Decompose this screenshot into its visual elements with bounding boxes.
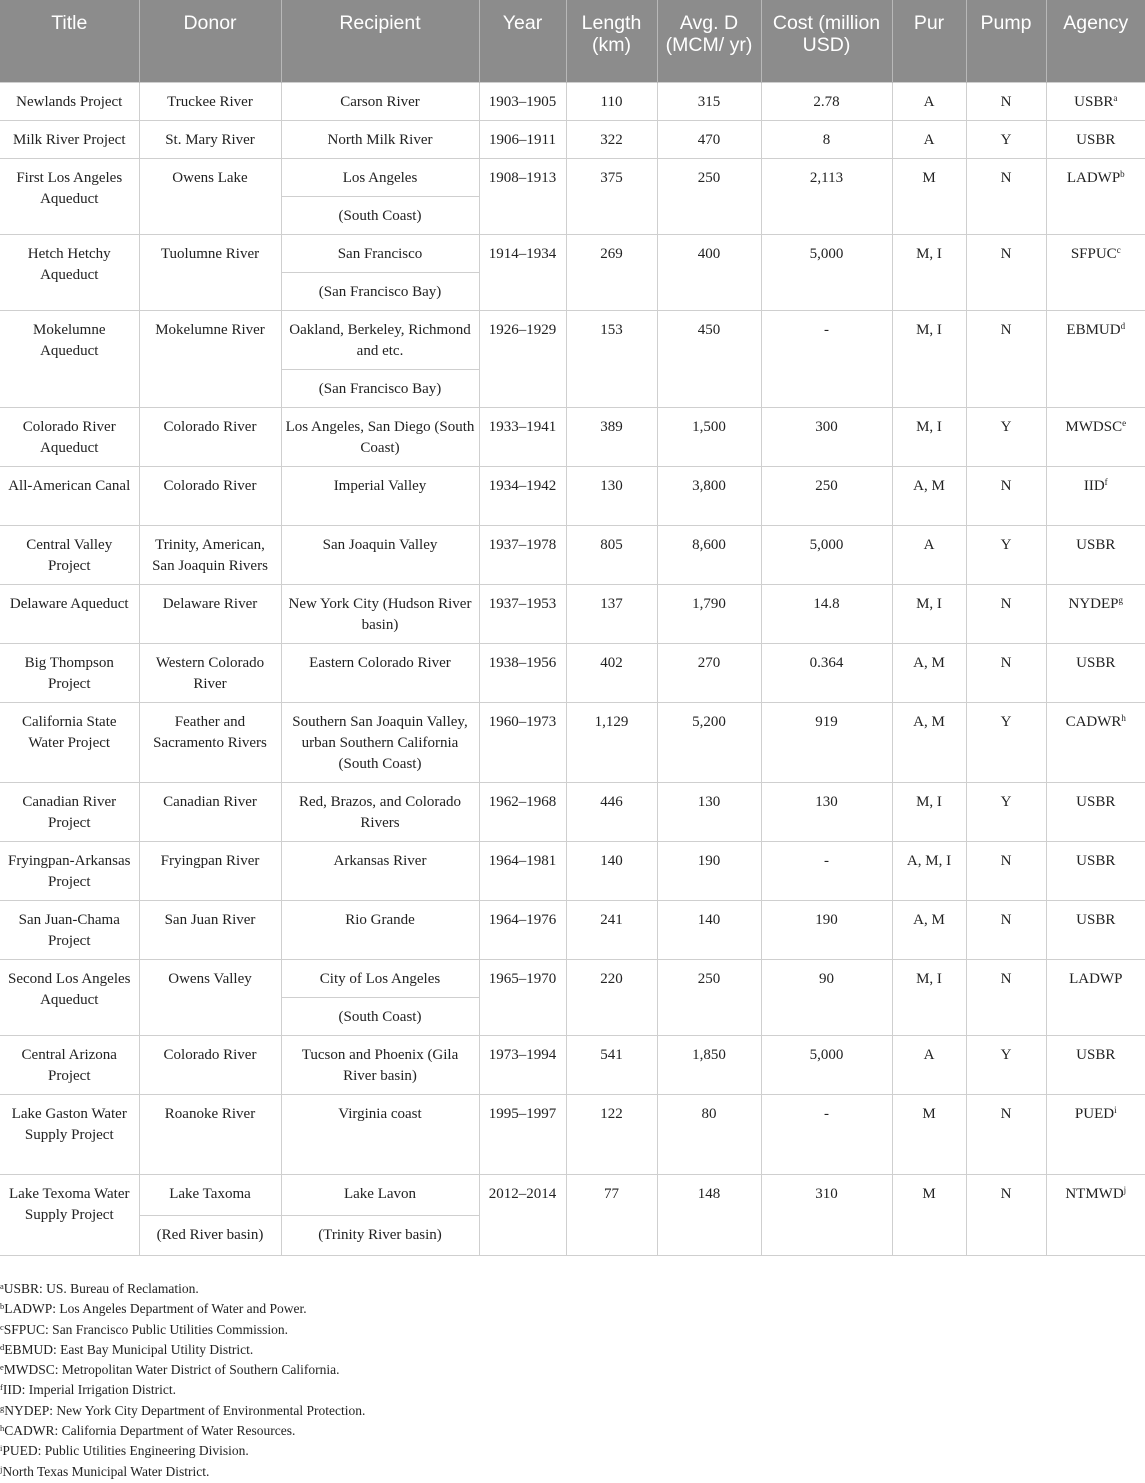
cell-length: 375 (566, 158, 657, 234)
cell-title: First Los Angeles Aqueduct (0, 158, 139, 234)
cell-donor: Roanoke River (139, 1094, 281, 1174)
footnote-marker: f (0, 1382, 3, 1393)
cell-recipient: Red, Brazos, and Colorado Rivers (281, 782, 479, 841)
cell-recipient-note: (South Coast) (281, 997, 479, 1035)
footnote-text: USBR: US. Bureau of Reclamation. (3, 1281, 199, 1296)
cell-length: 122 (566, 1094, 657, 1174)
cell-cost: 8 (761, 120, 892, 158)
header-cost: Cost (million USD) (761, 0, 892, 82)
table-row (0, 841, 1145, 900)
cell-agency (1046, 310, 1145, 407)
footnote-marker: d (1120, 320, 1126, 331)
cell-title: Second Los Angeles Aqueduct (0, 959, 139, 1035)
cell-pump: N (966, 841, 1046, 900)
footnote (0, 1401, 365, 1421)
cell-title: San Juan-Chama Project (0, 900, 139, 959)
agency-name: NTMWD (1065, 1185, 1124, 1202)
cell-year: 2012–2014 (479, 1174, 566, 1255)
cell-donor-note: (Red River basin) (139, 1215, 281, 1255)
cell-year: 1914–1934 (479, 234, 566, 310)
cell-cost: - (761, 841, 892, 900)
cell-pur: A (892, 1035, 966, 1094)
agency-name: USBR (1076, 654, 1116, 671)
cell-pur: A, M (892, 900, 966, 959)
footnote-marker: g (1118, 594, 1123, 605)
cell-length: 137 (566, 584, 657, 643)
cell-cost: 5,000 (761, 234, 892, 310)
cell-pur: M, I (892, 584, 966, 643)
cell-recipient: North Milk River (281, 120, 479, 158)
cell-year: 1964–1981 (479, 841, 566, 900)
agency-name: USBR (1076, 1046, 1116, 1063)
cell-cost: 5,000 (761, 1035, 892, 1094)
table-row (0, 120, 1145, 158)
cell-agency (1046, 1174, 1145, 1255)
cell-length: 140 (566, 841, 657, 900)
cell-recipient: City of Los Angeles (281, 959, 479, 997)
cell-pump: N (966, 82, 1046, 120)
cell-title: Newlands Project (0, 82, 139, 120)
cell-title: Lake Gaston Water Supply Project (0, 1094, 139, 1174)
footnote-marker: a (1113, 92, 1118, 103)
table-row (0, 1035, 1145, 1094)
cell-length: 402 (566, 643, 657, 702)
cell-cost: 14.8 (761, 584, 892, 643)
table-row (0, 525, 1145, 584)
cell-agency (1046, 82, 1145, 120)
cell-avg-d: 5,200 (657, 702, 761, 782)
cell-length: 269 (566, 234, 657, 310)
cell-title: Fryingpan-Arkansas Project (0, 841, 139, 900)
cell-year: 1933–1941 (479, 407, 566, 466)
cell-length: 220 (566, 959, 657, 1035)
cell-agency (1046, 959, 1145, 1035)
footnote (0, 1462, 365, 1482)
cell-agency (1046, 525, 1145, 584)
footnote-text: IID: Imperial Irrigation District. (2, 1382, 177, 1398)
cell-title: Canadian River Project (0, 782, 139, 841)
footnote-marker: h (1121, 712, 1126, 723)
cell-pump: N (966, 234, 1046, 310)
cell-donor: Canadian River (139, 782, 281, 841)
cell-year: 1962–1968 (479, 782, 566, 841)
cell-pump: Y (966, 1035, 1046, 1094)
cell-recipient: Los Angeles (281, 158, 479, 196)
cell-pump: Y (966, 120, 1046, 158)
cell-pump: Y (966, 525, 1046, 584)
table-body (0, 82, 1145, 1255)
table-row (0, 702, 1145, 782)
footnote-marker: e (1122, 417, 1127, 428)
footnote-marker: f (1104, 476, 1108, 487)
cell-title: California State Water Project (0, 702, 139, 782)
footnote-text: LADWP: Los Angeles Department of Water and Power. (4, 1301, 307, 1317)
cell-pump: N (966, 900, 1046, 959)
cell-agency (1046, 841, 1145, 900)
agency-name: PUED (1074, 1105, 1115, 1122)
cell-year: 1965–1970 (479, 959, 566, 1035)
cell-recipient: Arkansas River (281, 841, 479, 900)
agency-name: MWDSC (1065, 418, 1123, 435)
cell-year: 1934–1942 (479, 466, 566, 525)
cell-pump: N (966, 158, 1046, 234)
cell-avg-d: 470 (657, 120, 761, 158)
cell-year: 1937–1953 (479, 584, 566, 643)
cell-year: 1926–1929 (479, 310, 566, 407)
footnote-text: North Texas Municipal Water District. (2, 1463, 210, 1479)
cell-year: 1995–1997 (479, 1094, 566, 1174)
cell-cost: 919 (761, 702, 892, 782)
cell-pump: N (966, 310, 1046, 407)
cell-recipient: Oakland, Berkeley, Richmond and etc. (281, 310, 479, 369)
cell-length: 241 (566, 900, 657, 959)
cell-pur: A (892, 525, 966, 584)
cell-pump: N (966, 1094, 1046, 1174)
header-title: Title (0, 0, 139, 82)
footnote-text: SFPUC: San Francisco Public Utilities Commission. (3, 1321, 289, 1337)
cell-pump: N (966, 959, 1046, 1035)
cell-title: Central Arizona Project (0, 1035, 139, 1094)
table-row (0, 1094, 1145, 1174)
cell-recipient: Tucson and Phoenix (Gila River basin) (281, 1035, 479, 1094)
cell-pump: N (966, 584, 1046, 643)
cell-avg-d: 3,800 (657, 466, 761, 525)
cell-title: Mokelumne Aqueduct (0, 310, 139, 407)
table-header-row (0, 0, 1145, 82)
table-row (0, 584, 1145, 643)
cell-avg-d: 250 (657, 959, 761, 1035)
cell-title: Central Valley Project (0, 525, 139, 584)
cell-pur: M (892, 158, 966, 234)
cell-agency (1046, 1035, 1145, 1094)
footnote (0, 1421, 365, 1441)
cell-pur: M, I (892, 959, 966, 1035)
cell-donor: Western Colorado River (139, 643, 281, 702)
cell-recipient: Southern San Joaquin Valley, urban Southern California (South Coast) (281, 702, 479, 782)
footnote (0, 1380, 365, 1400)
cell-recipient-note: (San Francisco Bay) (281, 369, 479, 407)
cell-title: Milk River Project (0, 120, 139, 158)
cell-pump: N (966, 1174, 1046, 1255)
cell-avg-d: 8,600 (657, 525, 761, 584)
footnote-marker: g (0, 1402, 5, 1413)
cell-cost: 90 (761, 959, 892, 1035)
cell-recipient: New York City (Hudson River basin) (281, 584, 479, 643)
cell-title: Lake Texoma Water Supply Project (0, 1174, 139, 1255)
cell-donor: Lake Taxoma (139, 1174, 281, 1215)
cell-cost: 130 (761, 782, 892, 841)
cell-title: Colorado River Aqueduct (0, 407, 139, 466)
cell-donor: Owens Valley (139, 959, 281, 1035)
cell-cost: 300 (761, 407, 892, 466)
cell-agency (1046, 407, 1145, 466)
header-agency: Agency (1046, 0, 1145, 82)
cell-avg-d: 140 (657, 900, 761, 959)
cell-agency (1046, 120, 1145, 158)
footnote-text: MWDSC: Metropolitan Water District of Southern California. (3, 1362, 340, 1378)
footnote-marker: e (0, 1362, 4, 1373)
cell-length: 130 (566, 466, 657, 525)
cell-length: 446 (566, 782, 657, 841)
table-row (0, 1174, 1145, 1215)
cell-agency (1046, 782, 1145, 841)
cell-pump: Y (966, 702, 1046, 782)
header-length: Length (km) (566, 0, 657, 82)
footnote (0, 1279, 365, 1299)
cell-avg-d: 270 (657, 643, 761, 702)
cell-avg-d: 250 (657, 158, 761, 234)
cell-year: 1906–1911 (479, 120, 566, 158)
cell-agency (1046, 234, 1145, 310)
cell-length: 153 (566, 310, 657, 407)
cell-year: 1937–1978 (479, 525, 566, 584)
cell-pump: N (966, 466, 1046, 525)
cell-year: 1903–1905 (479, 82, 566, 120)
cell-donor: Fryingpan River (139, 841, 281, 900)
cell-length: 77 (566, 1174, 657, 1255)
cell-donor: St. Mary River (139, 120, 281, 158)
agency-name: SFPUC (1070, 245, 1117, 262)
footnote-text: CADWR: California Department of Water Resources. (4, 1423, 296, 1439)
footnote-marker: i (1114, 1104, 1117, 1115)
cell-year: 1938–1956 (479, 643, 566, 702)
footnote-marker: d (0, 1341, 5, 1352)
cell-donor: Colorado River (139, 466, 281, 525)
table-row (0, 959, 1145, 997)
header-pur: Pur (892, 0, 966, 82)
cell-cost: 5,000 (761, 525, 892, 584)
footnote-marker: a (0, 1281, 4, 1291)
footnote-marker: b (0, 1301, 5, 1312)
header-pump: Pump (966, 0, 1046, 82)
cell-avg-d: 400 (657, 234, 761, 310)
cell-avg-d: 190 (657, 841, 761, 900)
cell-year: 1908–1913 (479, 158, 566, 234)
cell-donor: Trinity, American, San Joaquin Rivers (139, 525, 281, 584)
cell-donor: Mokelumne River (139, 310, 281, 407)
agency-name: USBR (1076, 911, 1116, 928)
footnote-marker: j (1123, 1184, 1127, 1195)
cell-agency (1046, 643, 1145, 702)
cell-donor: Colorado River (139, 407, 281, 466)
footnote-text: NYDEP: New York City Department of Environmental Protection. (4, 1402, 366, 1418)
footnote-marker: i (0, 1443, 3, 1454)
cell-pump: Y (966, 407, 1046, 466)
cell-pur: A (892, 120, 966, 158)
footnotes (0, 1279, 365, 1482)
cell-pur: M, I (892, 234, 966, 310)
cell-avg-d: 80 (657, 1094, 761, 1174)
cell-pur: A, M, I (892, 841, 966, 900)
cell-recipient: Lake Lavon (281, 1174, 479, 1215)
table-row (0, 234, 1145, 272)
footnote-marker: c (1116, 244, 1121, 255)
cell-cost: 190 (761, 900, 892, 959)
table-row (0, 407, 1145, 466)
agency-name: USBR (1076, 536, 1116, 553)
footnote-text: PUED: Public Utilities Engineering Division. (2, 1443, 249, 1459)
agency-name: USBR (1076, 131, 1116, 148)
agency-name: EBMUD (1066, 321, 1121, 338)
table-row (0, 900, 1145, 959)
table-row (0, 782, 1145, 841)
cell-recipient: San Joaquin Valley (281, 525, 479, 584)
cell-pur: M, I (892, 310, 966, 407)
cell-donor: Feather and Sacramento Rivers (139, 702, 281, 782)
table-row (0, 310, 1145, 369)
header-donor: Donor (139, 0, 281, 82)
footnote-marker: h (0, 1423, 5, 1434)
cell-cost: 0.364 (761, 643, 892, 702)
cell-recipient: Carson River (281, 82, 479, 120)
cell-agency (1046, 900, 1145, 959)
table-row (0, 82, 1145, 120)
cell-year: 1973–1994 (479, 1035, 566, 1094)
table-row (0, 158, 1145, 196)
table-row (0, 466, 1145, 525)
footnote-text: EBMUD: East Bay Municipal Utility District. (4, 1341, 254, 1357)
cell-recipient-note: (Trinity River basin) (281, 1215, 479, 1255)
agency-name: LADWP (1069, 970, 1123, 987)
cell-cost: - (761, 310, 892, 407)
cell-donor: Truckee River (139, 82, 281, 120)
agency-name: USBR (1076, 793, 1116, 810)
cell-cost: 310 (761, 1174, 892, 1255)
cell-avg-d: 450 (657, 310, 761, 407)
cell-pump: N (966, 643, 1046, 702)
cell-recipient: Imperial Valley (281, 466, 479, 525)
cell-agency (1046, 158, 1145, 234)
footnote (0, 1441, 365, 1461)
cell-recipient-note: (South Coast) (281, 196, 479, 234)
cell-pur: M, I (892, 407, 966, 466)
agency-name: LADWP (1066, 169, 1121, 186)
cell-title: All-American Canal (0, 466, 139, 525)
cell-recipient: Eastern Colorado River (281, 643, 479, 702)
agency-name: USBR (1074, 93, 1114, 110)
footnote (0, 1320, 365, 1340)
cell-length: 1,129 (566, 702, 657, 782)
cell-length: 322 (566, 120, 657, 158)
header-year: Year (479, 0, 566, 82)
cell-pur: A, M (892, 702, 966, 782)
cell-length: 541 (566, 1035, 657, 1094)
cell-donor: San Juan River (139, 900, 281, 959)
footnote (0, 1299, 365, 1319)
cell-pur: A, M (892, 466, 966, 525)
footnote-marker: b (1120, 168, 1125, 179)
cell-cost: 2,113 (761, 158, 892, 234)
cell-donor: Tuolumne River (139, 234, 281, 310)
header-recipient: Recipient (281, 0, 479, 82)
cell-agency (1046, 1094, 1145, 1174)
cell-cost: 250 (761, 466, 892, 525)
cell-donor: Colorado River (139, 1035, 281, 1094)
cell-avg-d: 130 (657, 782, 761, 841)
cell-recipient: Rio Grande (281, 900, 479, 959)
cell-year: 1964–1976 (479, 900, 566, 959)
agency-name: USBR (1076, 852, 1116, 869)
cell-pur: A, M (892, 643, 966, 702)
cell-avg-d: 1,500 (657, 407, 761, 466)
cell-avg-d: 148 (657, 1174, 761, 1255)
footnote-marker: c (0, 1321, 4, 1332)
cell-pur: M, I (892, 782, 966, 841)
cell-recipient-note: (San Francisco Bay) (281, 272, 479, 310)
cell-length: 110 (566, 82, 657, 120)
cell-donor: Owens Lake (139, 158, 281, 234)
cell-recipient: Los Angeles, San Diego (South Coast) (281, 407, 479, 466)
cell-cost: - (761, 1094, 892, 1174)
cell-title: Big Thompson Project (0, 643, 139, 702)
cell-cost: 2.78 (761, 82, 892, 120)
cell-title: Hetch Hetchy Aqueduct (0, 234, 139, 310)
cell-avg-d: 315 (657, 82, 761, 120)
cell-length: 389 (566, 407, 657, 466)
cell-pur: M (892, 1094, 966, 1174)
footnote-marker: j (0, 1463, 3, 1474)
cell-recipient: Virginia coast (281, 1094, 479, 1174)
agency-name: CADWR (1065, 713, 1122, 730)
cell-recipient: San Francisco (281, 234, 479, 272)
header-avg-d: Avg. D (MCM/ yr) (657, 0, 761, 82)
cell-agency (1046, 702, 1145, 782)
cell-pump: Y (966, 782, 1046, 841)
footnote (0, 1340, 365, 1360)
cell-avg-d: 1,850 (657, 1035, 761, 1094)
cell-agency (1046, 584, 1145, 643)
cell-pur: A (892, 82, 966, 120)
cell-pur: M (892, 1174, 966, 1255)
cell-year: 1960–1973 (479, 702, 566, 782)
cell-donor: Delaware River (139, 584, 281, 643)
agency-name: IID (1083, 477, 1105, 494)
cell-title: Delaware Aqueduct (0, 584, 139, 643)
footnote (0, 1360, 365, 1380)
cell-avg-d: 1,790 (657, 584, 761, 643)
table-row (0, 643, 1145, 702)
cell-length: 805 (566, 525, 657, 584)
cell-agency (1046, 466, 1145, 525)
agency-name: NYDEP (1068, 595, 1119, 612)
